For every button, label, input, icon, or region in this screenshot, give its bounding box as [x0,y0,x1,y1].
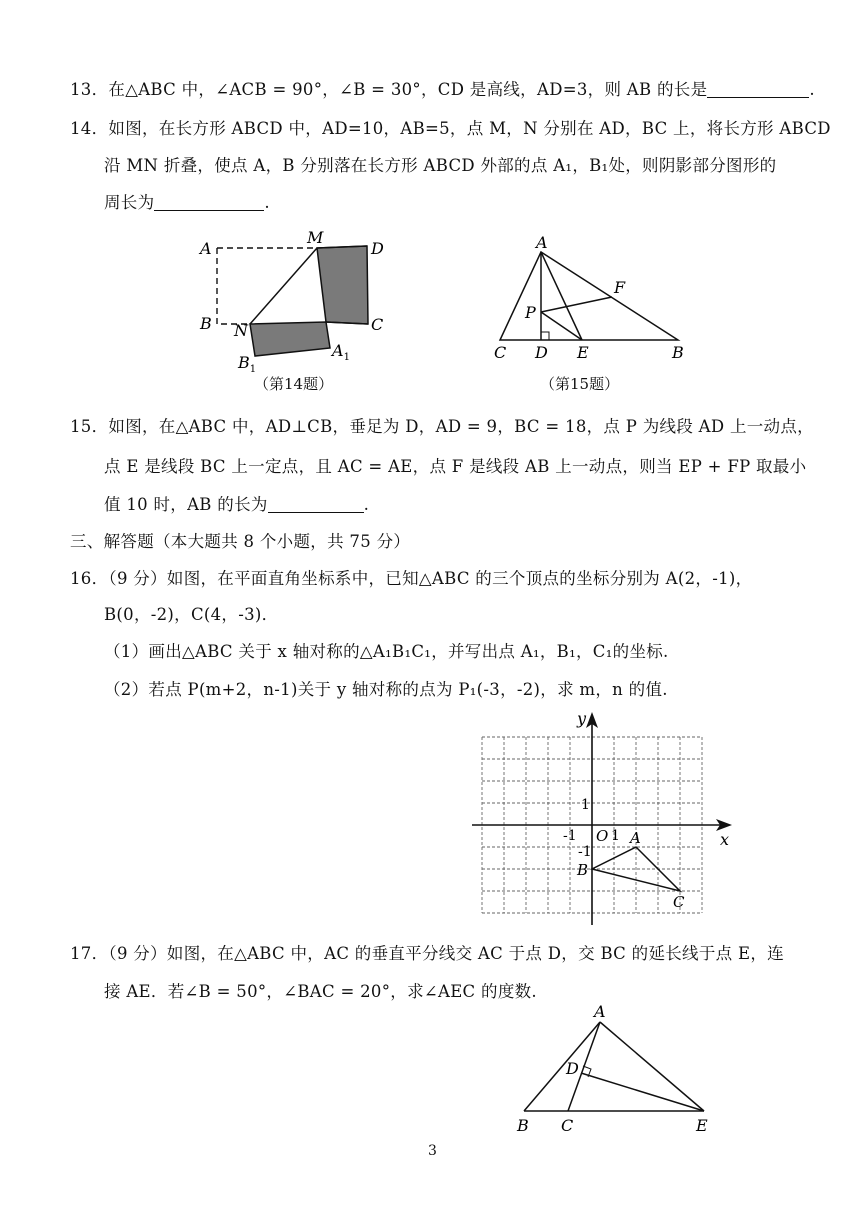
q15-line-3: 值 10 时，AB 的长为 . [104,495,370,514]
q16-line-2: B(0，-2)，C(4，-3)． [104,605,279,624]
q17-line-2: 接 AE．若∠B = 50°，∠BAC = 20°，求∠AEC 的度数. [104,982,537,1001]
fig15-label-e: E [577,343,589,362]
segment-de [581,1073,704,1111]
fig17-label-e: E [696,1116,708,1135]
q15-number: 15． [70,417,109,436]
grid-label-c: C [673,893,685,911]
q15-line-2: 点 E 是线段 BC 上一定点，且 AC = AE，点 F 是线段 AB 上一动点，则当 EP + FP 取最小 [104,457,807,476]
fig14-label-m: M [307,228,324,247]
page-number: 3 [428,1143,437,1159]
fig15-label-b: B [672,343,684,362]
origin-label: O [596,827,609,845]
fig14-caption: （第14题） [254,375,334,393]
tick-label-xneg1: -1 [563,828,577,844]
fig15-label-d: D [535,343,548,362]
fig15-caption: （第15题） [540,375,620,393]
q16-part-2: （2）若点 P(m+2，n-1)关于 y 轴对称的点为 P₁(-3，-2)，求 m，n 的值. [104,680,668,699]
q14-line-1: 14．如图，在长方形 ABCD 中，AD=10，AB=5，点 M，N 分别在 AD，BC 上，将长方形 ABCD [70,119,831,138]
q17-line-1: 17．（9 分）如图，在△ABC 中，AC 的垂直平分线交 AC 于点 D，交 BC 的延长线于点 E，连 [70,944,784,963]
fig15-label-p: P [525,303,536,322]
q17-number: 17． [70,944,109,963]
grid-label-b: B [577,861,589,879]
fig14-label-b: B [200,314,212,333]
fig14-label-d: D [371,239,384,258]
x-axis-label: x [720,830,730,849]
fig14-label-a: A [200,239,212,258]
fig17-label-a: A [594,1002,606,1021]
fig14-label-b1: $B_1$ [238,353,257,375]
fig17-label-b: B [517,1116,529,1135]
segment-ae [600,1022,704,1111]
tick-label-yneg1: -1 [578,844,592,860]
q14-number: 14． [70,119,109,138]
fig14-label-a1: $A_1$ [332,341,350,363]
q14-line-2: 沿 MN 折叠，使点 A，B 分别落在长方形 ABCD 外部的点 A₁，B₁处，则阴影部分图形的 [104,156,777,175]
q13-text: 在△ABC 中，∠ACB = 90°，∠B = 30°，CD 是高线，AD=3，则 AB 的长是 [108,80,708,99]
fig17-label-c: C [561,1116,574,1135]
fig14-label-c: C [371,315,384,334]
fig15-label-a: A [536,233,548,252]
q16-part-1: （1）画出△ABC 关于 x 轴对称的△A₁B₁C₁，并写出点 A₁，B₁，C₁的坐标. [104,642,669,661]
y-axis-label: y [577,709,587,728]
tick-label-x1: 1 [611,828,620,844]
fig15-label-c: C [494,343,507,362]
grid-label-a: A [630,829,641,847]
fig17-label-d: D [566,1059,579,1078]
tick-label-y1: 1 [581,797,590,813]
q13-line: 13．在△ABC 中，∠ACB = 90°，∠B = 30°，CD 是高线，AD=3，则 AB 的长是 . [70,80,815,99]
q15-line-1: 15．如图，在△ABC 中，AD⊥CB，垂足为 D，AD = 9，BC = 18，点 P 为线段 AD 上一动点， [70,417,814,436]
fig14-label-n: N [234,321,248,340]
fig15-label-f: F [614,278,626,297]
q16-line-1: 16．（9 分）如图，在平面直角坐标系中，已知△ABC 的三个顶点的坐标分别为 A(2，-1)， [70,569,753,588]
q14-line-3: 周长为 . [104,193,270,212]
q16-number: 16． [70,569,109,588]
q13-number: 13． [70,80,109,99]
segment-ab [524,1022,600,1111]
section-3-title: 三、解答题（本大题共 8 个小题，共 75 分） [70,532,411,551]
